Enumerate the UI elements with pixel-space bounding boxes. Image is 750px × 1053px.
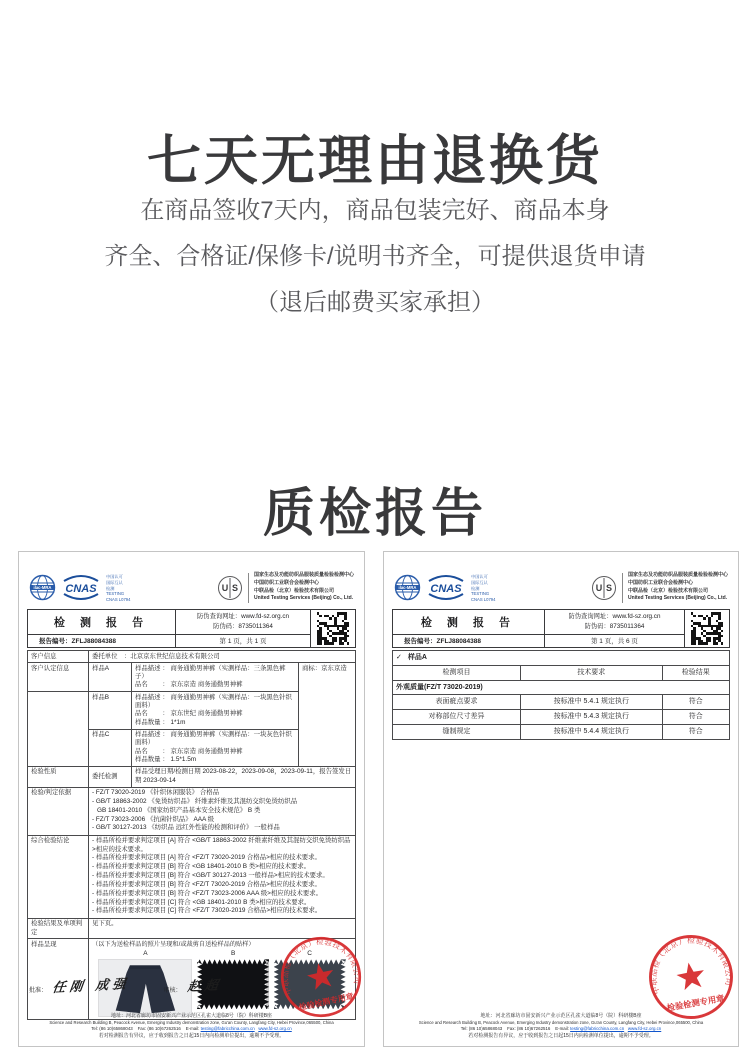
stamp-line-text: 检验检测专用章: [298, 991, 355, 1013]
return-policy-title: 七天无理由退换货: [147, 131, 603, 192]
result-value: 见下页。: [89, 918, 356, 939]
policy-line: 在商品签收7天内，商品包装完好、商品本身: [140, 197, 610, 224]
sample-desc: 样品描述 ： 商务通勤男神裤（实测样品：三条黑色裤子） 品名 ： 京东京造 商务通勤男神裤: [132, 663, 299, 692]
antifake-code: 防伪码：8735011364: [584, 622, 645, 630]
return-policy-text: [0, 188, 750, 326]
report-title-table: [392, 609, 730, 648]
svg-text:S: S: [231, 582, 238, 593]
row-label: 检验性质: [28, 766, 89, 787]
sample-desc: 样品描述 ： 商务通勤男神裤（实测样品：一块黑色针织面料） 品名 ： 京东世纪 商务通勤男神裤 样品数量 ： 1*1m: [132, 692, 299, 729]
sample-id: 样品C: [89, 729, 132, 766]
cnas-logo-icon: [425, 574, 467, 601]
divider: [622, 573, 623, 603]
sample-tag-c: C: [307, 949, 312, 957]
sample-id: 样品B: [89, 692, 132, 729]
row-label: 样品呈现: [28, 939, 89, 1020]
report-header-logos: [394, 572, 728, 603]
section-title: 外观质量(FZ/T 73020-2019): [393, 680, 730, 695]
stamp-arc-text: 中联品检（北京）检验技术有限公司: [649, 935, 734, 996]
sample-title: ✓ 样品A: [393, 651, 730, 666]
qc-reports-container: [18, 551, 739, 1047]
stamp-arc-text: 中联品检（北京）检验技术有限公司: [280, 937, 362, 997]
footer-website-link: www.fd-sz.org.cn: [258, 1025, 292, 1031]
tech-requirement: 按标准中 5.4.4 规定执行: [521, 724, 663, 739]
report-title: 检 测 报 告: [420, 616, 517, 629]
review-label: 审核：: [163, 988, 182, 994]
table-row: [393, 710, 730, 725]
svg-text:U: U: [595, 582, 603, 593]
test-result: 符合: [662, 695, 729, 710]
basis-list: - FZ/T 73020-2019 《针织休闲服装》 合格品 - GB/T 18863-2002 《免烫纺织品》 纤维素纤维及其混纺交织免烫纺织品 GB 18401-2010 《国家纺织产品基本安全技术规范》 B 类 - FZ/T 73023-2006 《抗菌针织品》 AAA 级 - GB/T 30127-2013 《纺织品 远红外性能的检测和评价》 一般样品: [89, 787, 356, 835]
table-row: [28, 663, 356, 692]
column-header: 技术要求: [521, 665, 663, 680]
svg-text:S: S: [605, 582, 612, 593]
table-row: [393, 651, 730, 666]
test-result: 符合: [662, 724, 729, 739]
column-header: 检测项目: [393, 665, 521, 680]
svg-text:ilac-MRA: ilac-MRA: [398, 584, 417, 590]
trademark: 商标：京东京造: [299, 663, 356, 767]
page-count: 第 1 页，共 6 页: [590, 638, 638, 646]
approve-signature: 任刚 成强: [51, 977, 131, 996]
table-header-row: [393, 665, 730, 680]
table-row: [28, 835, 356, 918]
cnas-accreditation-text: 中国认可 国际互认 检测 TESTING CNAS L0794: [471, 574, 496, 602]
check-icon: ✓: [396, 654, 402, 661]
report-title: 检 测 报 告: [53, 616, 150, 629]
red-seal-stamp: [639, 925, 739, 1029]
review-signature: 赵超: [186, 978, 223, 995]
footer-email-link: testing@fabricchina.com.cn: [570, 1025, 625, 1031]
ilac-mra-logo-icon: [394, 574, 421, 601]
row-label: 客户认定信息: [28, 663, 89, 692]
policy-line: 齐全、合格证/保修卡/说明书齐全，可提供退货申请: [104, 243, 646, 270]
row-label: 综合检验结论: [28, 835, 89, 918]
footer-notice: 若对检测报告有异议，应于收到报告之日起15日内向检测单位提出，逾期不予受理。: [98, 1033, 285, 1039]
svg-text:CNAS: CNAS: [430, 582, 462, 595]
footer-address-cn: 地址：河北省廊坊市固安新兴产业示范区孔雀大道临8号（院）科研楼B座: [110, 1012, 273, 1019]
tech-requirement: 按标准中 5.4.1 规定执行: [521, 695, 663, 710]
qc-report-title: 质检报告: [262, 485, 487, 544]
table-row: [28, 651, 356, 663]
footer-contacts: Tel: (86 10)65868043 Fax: (86 10)67262516 E-mail: testing@fabricchina.com.cn www.fd-sz.org.cn: [91, 1025, 292, 1031]
footer-website-link: www.fd-sz.org.cn: [627, 1025, 662, 1031]
footer-address-en: Science and Research Building B, Peacock Avenue, Emerging Industry demonstration zone, Gu'an County, Langfang City, Hebei Province,065500, China: [418, 1019, 704, 1025]
footer-email-link: testing@fabricchina.com.cn: [200, 1025, 255, 1031]
footer-notice: 若对检测报告有异议，应于收到报告之日起15日内向检测单位提出，逾期不予受理。: [468, 1033, 654, 1039]
tech-requirement: 按标准中 5.4.3 规定执行: [521, 710, 663, 725]
presentation-note: （以下为送检样品的照片呈现和/或裁剪自送检样品的贴样）: [92, 940, 255, 948]
table-row: [393, 724, 730, 739]
test-item: 表面疵点要求: [393, 695, 521, 710]
footer-address-cn: 地址：河北省廊坊市固安新兴产业示范区孔雀大道临8号（院）科研楼B座: [480, 1012, 642, 1019]
policy-line: （退后邮费买家承担）: [255, 289, 495, 316]
report-title-table: [27, 609, 356, 648]
row-label: 检验/判定依据: [28, 787, 89, 835]
test-item: 对称部位尺寸差异: [393, 710, 521, 725]
table-row: [393, 680, 730, 695]
nature-sub: 委托检测: [89, 766, 132, 787]
report-number: 报告编号：ZFLJ88084388: [404, 638, 481, 646]
result-table: [392, 650, 730, 740]
test-result: 符合: [662, 710, 729, 725]
svg-text:U: U: [221, 582, 229, 593]
footer-contacts: Tel: (86 10)65868043 Fax: (86 10)67262516 E-mail: testing@fabricchina.com.cn www.fd-sz.org.cn: [460, 1025, 662, 1031]
svg-text:CNAS: CNAS: [65, 582, 97, 595]
uts-logo-icon: [217, 575, 243, 601]
column-header: 检验结果: [662, 665, 729, 680]
agency-names: 国家生态及功能纺织品服装质量检验检测中心 中国纺织工业联合会检测中心 中联品检（北京）检验技术有限公司 United Testing Services (Beijing) Co., Ltd.: [627, 572, 728, 602]
approve-label: 批准：: [29, 988, 48, 994]
footer-address-en: Science and Research Building B, Peacock Avenue, Emerging Industry demonstration zone, Gu'an County, Langfang City, Hebei Province,065500, China: [49, 1019, 334, 1025]
antifake-url: 防伪查询网址：www.fd-sz.org.cn: [197, 613, 290, 621]
report-header-logos: [29, 572, 354, 603]
sample-tag-b: B: [230, 949, 236, 957]
qr-code: [317, 612, 350, 645]
antifake-url: 防伪查询网址：www.fd-sz.org.cn: [568, 613, 661, 621]
nature-value: 样品受理日期/检测日期 2023-08-22，2023-09-08，2023-09-11，报告签发日期 2023-09-14: [132, 766, 356, 787]
divider: [248, 573, 249, 603]
stamp-line-text: 检验检测专用章: [666, 992, 726, 1013]
table-row: [28, 766, 356, 787]
uts-logo-icon: [591, 575, 617, 601]
table-row: [28, 787, 356, 835]
conclusion-list: - 样品所检并要求判定项目 [A] 符合 <GB/T 18863-2002 纤维素纤维及其混纺交织免烫纺织品>相应的技术要求。 - 样品所检并要求判定项目 [A] 符合 <FZ/T 73020-2019 合格品>相应的技术要求。 - 样品所检并要求判定项目 [B] 符合 <GB 18401-2010 B 类>相应的技术要求。 - 样品所检并要求判定项目 [B] 符合 <GB/T 30127-2013 一般样品>相应的技术要求。 - 样品所检并要求判定项目 [B] 符合 <FZ/T 73020-2019 合格品>相应的技术要求。 - 样品所检并要求判定项目 [B] 符合 <FZ/T 73023-2006 AAA 级>相应的技术要求。 - 样品所检并要求判定项目 [C] 符合 <GB 18401-2010 B 类>相应的技术要求。 - 样品所检并要求判定项目 [C] 符合 <FZ/T 73020-2019 合格品>相应的技术要求。: [89, 835, 356, 918]
qc-report-right: [383, 551, 739, 1047]
red-seal-stamp: [270, 926, 365, 1028]
agency-names: 国家生态及功能纺织品服装质量检验检测中心 中国纺织工业联合会检测中心 中联品检（北京）检验技术有限公司 United Testing Services (Beijing) Co., Ltd.: [253, 572, 354, 602]
sample-desc: 样品描述 ： 商务通勤男神裤（实测样品：一块灰色针织面料） 品名 ： 京东京造 商务通勤男神裤 样品数量 ： 1.5*1.5m: [132, 729, 299, 766]
page-count: 第 1 页，共 1 页: [219, 638, 267, 646]
client-value: 委托单位 ：北京京东世纪信息技术有限公司: [89, 651, 356, 663]
row-label: 客户信息: [28, 651, 89, 663]
cnas-logo-icon: [60, 574, 102, 601]
qr-code: [691, 612, 724, 645]
antifake-code: 防伪码：8735011364: [213, 622, 273, 630]
sample-id: 样品A: [89, 663, 132, 692]
qc-report-left: [18, 551, 365, 1047]
test-item: 缝制规定: [393, 724, 521, 739]
report-number: 报告编号：ZFLJ88084388: [39, 638, 116, 646]
sample-tag-a: A: [143, 949, 148, 957]
cnas-accreditation-text: 中国认可 国际互认 检测 TESTING CNAS L0794: [106, 574, 131, 602]
table-row: [393, 695, 730, 710]
svg-text:ilac-MRA: ilac-MRA: [33, 584, 52, 590]
ilac-mra-logo-icon: [29, 574, 56, 601]
row-label: 检验结果及单项判定: [28, 918, 89, 939]
